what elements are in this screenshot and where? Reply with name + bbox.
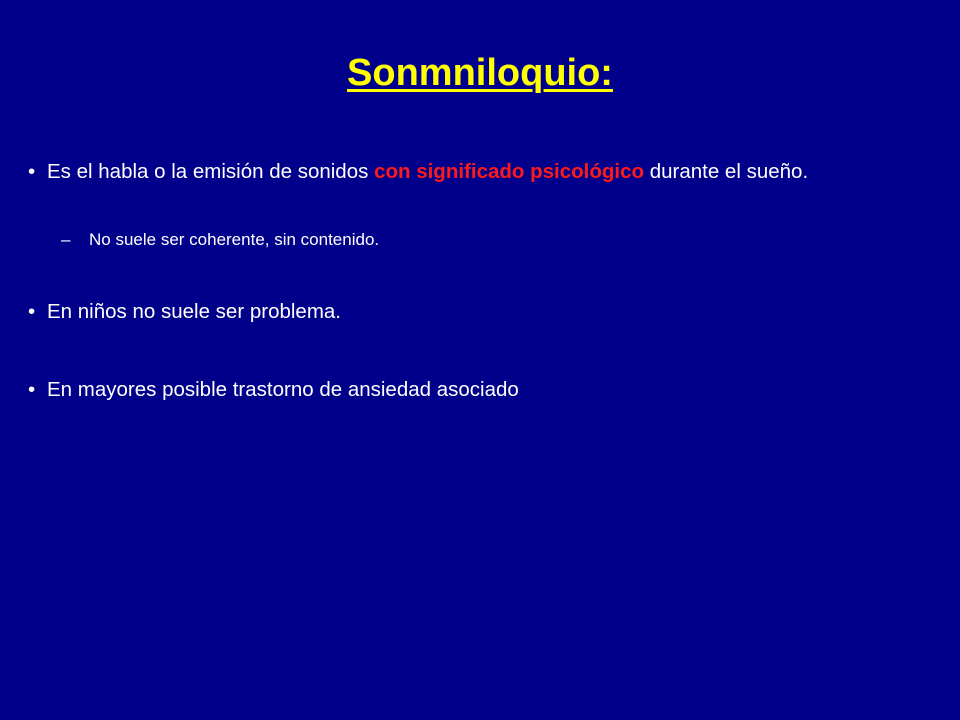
bullet-dot: •	[28, 300, 36, 323]
bullet-dot: •	[28, 160, 36, 183]
bullet-3	[28, 376, 952, 403]
bullet-2	[28, 298, 952, 325]
slide-title: Sonmniloquio:	[347, 52, 613, 94]
sub-bullet-1-text: No suele ser coherente, sin contenido.	[89, 230, 380, 249]
bullet-dot: •	[28, 378, 36, 401]
bullet-3-text: En mayores posible trastorno de ansiedad asociado	[47, 378, 519, 401]
sub-bullet-dash: –	[61, 230, 71, 249]
bullet-2-text: En niños no suele ser problema.	[47, 300, 342, 323]
sub-bullet-1	[61, 229, 949, 251]
bullet-1-highlight: con significado psicológico	[374, 160, 645, 183]
bullet-1-text-before: Es el habla o la emisión de sonidos	[47, 160, 375, 183]
bullet-1	[28, 158, 952, 185]
bullet-1-text-after: durante el sueño.	[644, 160, 809, 183]
